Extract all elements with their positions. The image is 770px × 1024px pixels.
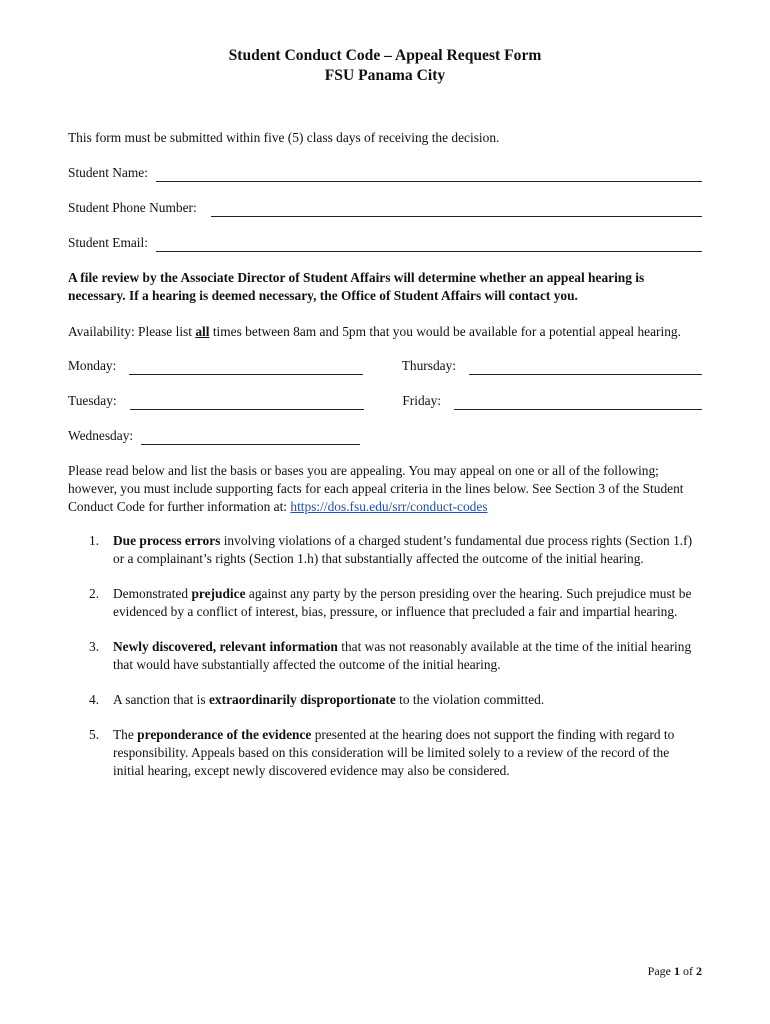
availability-suffix: times between 8am and 5pm that you would be available for a potential appeal hearing.	[209, 324, 681, 339]
page-current: 1	[674, 964, 680, 978]
page-title	[68, 46, 702, 86]
basis-body: Please read below and list the basis or bases you are appealing. You may appeal on one or all of the following; however, you must include supporting facts for each appeal criteria in the lines below. See Section 3 of the Student Conduct Code for further information at:	[68, 463, 684, 514]
criteria-post: against any party by the person presiding over the hearing. Such prejudice must be evidenced by a conflict of interest, bias, pressure, or influence that precluded a fair and impartial hearing.	[113, 586, 692, 619]
page-total: 2	[696, 964, 702, 978]
availability-text	[68, 323, 702, 341]
criteria-post: that was not reasonably available at the time of the initial hearing that would have substantially affected the outcome of the initial hearing.	[113, 639, 692, 672]
list-item	[68, 691, 702, 709]
thursday-line[interactable]	[469, 360, 702, 375]
title-line-2: FSU Panama City	[324, 67, 446, 84]
list-item	[68, 532, 702, 568]
wednesday-label: Wednesday:	[68, 428, 134, 443]
criteria-bold: Due process errors	[113, 533, 221, 548]
criteria-number: 3.	[89, 639, 100, 654]
friday-line[interactable]	[454, 395, 702, 410]
student-phone-label: Student Phone Number:	[68, 200, 197, 215]
day-row-3	[68, 427, 702, 445]
criteria-bold: preponderance of the evidence	[137, 727, 312, 742]
page-prefix: Page	[647, 964, 674, 978]
tuesday-label: Tuesday:	[68, 393, 117, 408]
criteria-pre: A sanction that is	[113, 692, 209, 707]
list-item	[68, 726, 702, 780]
criteria-text	[113, 585, 702, 621]
student-email-label: Student Email:	[68, 235, 148, 250]
criteria-number: 4.	[89, 692, 100, 707]
student-phone-line[interactable]	[211, 202, 702, 217]
student-name-line[interactable]	[156, 167, 702, 182]
criteria-bold: Newly discovered, relevant information	[113, 639, 338, 654]
criteria-post: involving violations of a charged student’s fundamental due process rights (Section 1.f) or a complainant’s rights (Section 1.h) that substantially affected the outcome of the initial hearing.	[113, 533, 693, 566]
student-name-label: Student Name:	[68, 165, 148, 180]
student-email-line[interactable]	[156, 237, 702, 252]
wednesday-cell	[68, 427, 360, 445]
monday-cell	[68, 357, 363, 375]
thursday-label: Thursday:	[401, 358, 456, 373]
criteria-post: presented at the hearing does not support the finding with regard to responsibility. Appeals based on this consideration will be limited solely to a review of the record of the initial hearing, except newly discovered evidence may also be considered.	[113, 727, 675, 778]
student-name-row	[68, 164, 702, 182]
day-row-2	[68, 392, 702, 410]
criteria-text	[113, 638, 702, 674]
form-page	[68, 46, 702, 797]
intro-text: This form must be submitted within five (5) class days of receiving the decision.	[68, 130, 500, 145]
day-row-1	[68, 357, 702, 375]
friday-cell	[402, 392, 702, 410]
criteria-pre: The	[113, 727, 138, 742]
criteria-text	[113, 691, 702, 709]
criteria-post: to the violation committed.	[395, 692, 545, 707]
criteria-pre: Demonstrated	[113, 586, 192, 601]
list-item	[68, 638, 702, 674]
monday-label: Monday:	[68, 358, 117, 373]
basis-text	[68, 462, 702, 516]
criteria-bold: prejudice	[191, 586, 246, 601]
student-fields	[68, 164, 702, 252]
criteria-bold: extraordinarily disproportionate	[208, 692, 396, 707]
criteria-number: 5.	[89, 727, 100, 742]
student-email-row	[68, 234, 702, 252]
criteria-number: 1.	[89, 533, 100, 548]
tuesday-cell	[68, 392, 364, 410]
availability-prefix: Availability: Please list	[68, 324, 196, 339]
availability-days	[68, 357, 702, 445]
criteria-text	[113, 532, 702, 568]
criteria-text	[113, 726, 702, 780]
student-phone-row	[68, 199, 702, 217]
page-number	[648, 962, 702, 980]
availability-emphasis: all	[195, 324, 210, 339]
tuesday-line[interactable]	[130, 395, 364, 410]
criteria-number: 2.	[89, 586, 100, 601]
thursday-cell	[402, 357, 702, 375]
file-review-notice: A file review by the Associate Director of Student Affairs will determine whether an appeal hearing is necessary. If a hearing is deemed necessary, the Office of Student Affairs will contact you.	[68, 270, 645, 303]
wednesday-line[interactable]	[141, 430, 360, 445]
appeal-criteria-list	[68, 532, 702, 780]
monday-line[interactable]	[129, 360, 363, 375]
conduct-codes-link[interactable]: https://dos.fsu.edu/srr/conduct-codes	[290, 499, 488, 514]
title-line-1: Student Conduct Code – Appeal Request Form	[228, 47, 542, 64]
friday-label: Friday:	[402, 393, 441, 408]
list-item	[68, 585, 702, 621]
page-of: of	[680, 964, 696, 978]
